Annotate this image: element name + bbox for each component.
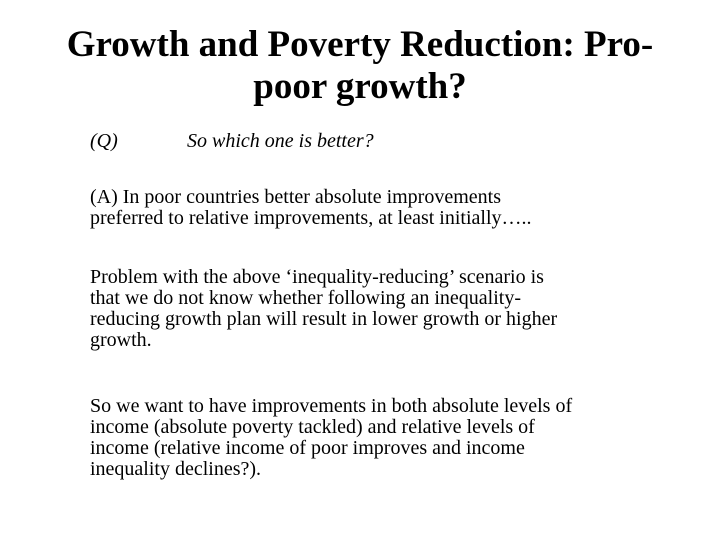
problem-paragraph xyxy=(90,267,690,351)
conclusion-paragraph xyxy=(90,396,690,480)
question-row xyxy=(90,128,374,154)
paragraph-line: So we want to have improvements in both absolute levels of xyxy=(90,395,573,417)
paragraph-line: growth. xyxy=(90,329,152,351)
title-line-2: poor growth? xyxy=(253,66,467,107)
question-text: So which one is better? xyxy=(187,130,374,152)
paragraph-line: that we do not know whether following an inequality- xyxy=(90,287,522,309)
paragraph-line: Problem with the above ‘inequality-reducing’ scenario is xyxy=(90,266,544,288)
paragraph-line: income (relative income of poor improves and income xyxy=(90,437,525,459)
title-line-1: Growth and Poverty Reduction: Pro- xyxy=(66,24,654,65)
paragraph-line: preferred to relative improvements, at least initially….. xyxy=(90,207,532,229)
slide-title xyxy=(20,24,700,108)
paragraph-line: reducing growth plan will result in lower growth or higher xyxy=(90,308,558,330)
paragraph-line: (A) In poor countries better absolute improvements xyxy=(90,186,501,208)
answer-paragraph xyxy=(90,187,690,229)
question-label: (Q) xyxy=(90,130,118,152)
paragraph-line: inequality declines?). xyxy=(90,458,262,480)
paragraph-line: income (absolute poverty tackled) and relative levels of xyxy=(90,416,535,438)
